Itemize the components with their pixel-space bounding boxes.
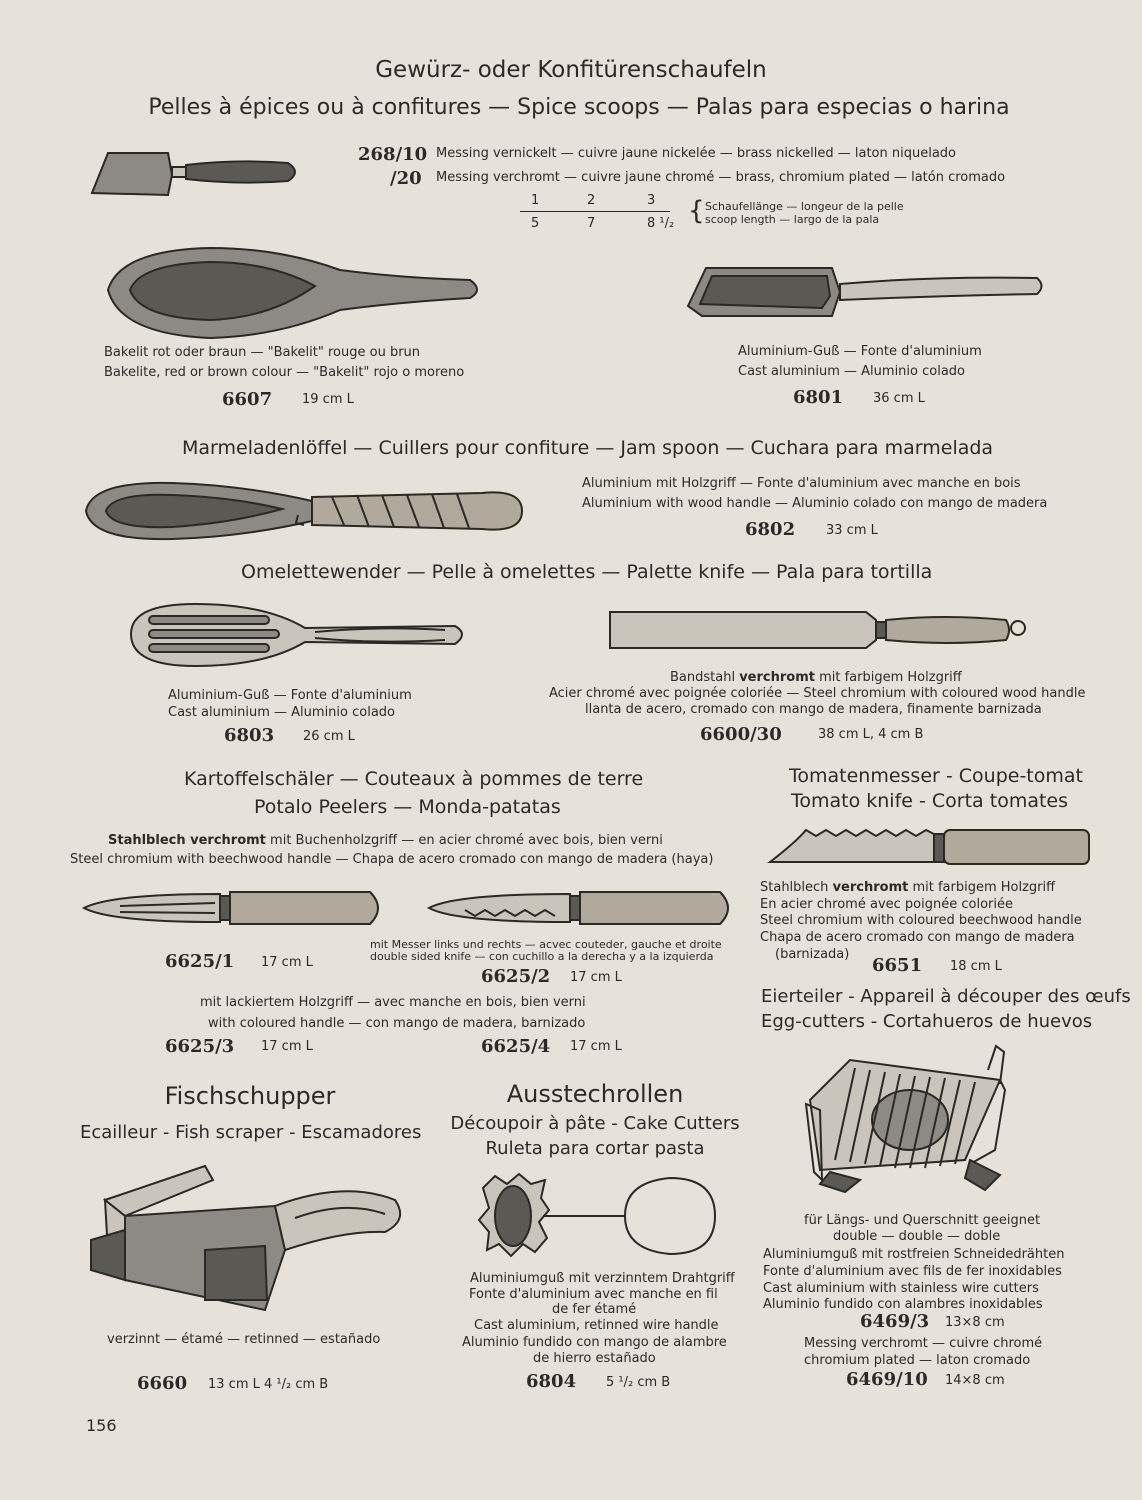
- cake-cutter-illustration: [475, 1168, 725, 1268]
- tomato-desc-1: Stahlblech verchromt mit farbigem Holzgriff: [760, 880, 1056, 895]
- cutters-desc-6: de hierro estañado: [533, 1351, 656, 1366]
- egg-desc-1: für Längs- und Querschnitt geeignet: [804, 1213, 1041, 1228]
- tomato-knife-illustration: [766, 824, 1096, 870]
- product-desc-268-20: Messing verchromt — cuivre jaune chromé — brass, chromium plated — latón cromado: [436, 170, 1006, 185]
- alu-scoop-desc-2: Cast aluminium — Aluminio colado: [738, 364, 965, 379]
- egg-desc-2: double — double — doble: [833, 1229, 1001, 1244]
- product-dim-6469-10: 14×8 cm: [945, 1373, 1005, 1388]
- product-dim-6801: 36 cm L: [873, 391, 925, 406]
- cutters-subtitle-1: Découpoir à pâte - Cake Cutters: [450, 1113, 740, 1134]
- product-code-6801: 6801: [793, 387, 844, 408]
- product-desc-268-10: Messing vernickelt — cuivre jaune nickelée — brass nickelled — laton niquelado: [436, 146, 957, 161]
- product-code-6802: 6802: [745, 519, 796, 540]
- peelers-title-2: Potalo Peelers — Monda-patatas: [254, 796, 561, 818]
- fish-title: Fischschupper: [164, 1082, 336, 1110]
- cutters-desc-3: de fer étamé: [552, 1302, 637, 1317]
- product-code-268-10: 268/10: [358, 144, 428, 165]
- omelette-left-desc-1: Aluminium-Guß — Fonte d'aluminium: [168, 688, 412, 703]
- fish-subtitle: Ecailleur - Fish scraper - Escamadores: [80, 1122, 422, 1143]
- size-label-1: Schaufellänge — longeur de la pelle: [705, 200, 904, 213]
- tomato-desc-3: Steel chromium with coloured beechwood handle: [760, 913, 1082, 928]
- product-code-6607: 6607: [222, 389, 273, 410]
- egg-desc-8: chromium plated — laton cromado: [804, 1353, 1031, 1368]
- jam-spoon-title: Marmeladenlöffel — Cuillers pour confiture — Jam spoon — Cuchara para marmelada: [182, 437, 994, 459]
- cutters-subtitle-2: Ruleta para cortar pasta: [485, 1138, 705, 1159]
- peeler-handle-note-1: mit lackiertem Holzgriff — avec manche en bois, bien verni: [200, 995, 586, 1010]
- tomato-desc-4: Chapa de acero cromado con mango de madera: [760, 930, 1075, 945]
- jam-spoon-illustration: [82, 475, 527, 550]
- product-dim-6469-3: 13×8 cm: [945, 1315, 1005, 1330]
- product-dim-6803: 26 cm L: [303, 729, 355, 744]
- size-label-2: scoop length — largo de la pala: [705, 213, 880, 226]
- product-code-6625-1: 6625/1: [165, 951, 235, 972]
- cutters-desc-1: Aluminiumguß mit verzinntem Drahtgriff: [470, 1271, 735, 1286]
- product-code-6651: 6651: [872, 955, 923, 976]
- size-top-3: 3: [647, 193, 656, 208]
- egg-desc-7: Messing verchromt — cuivre chromé: [804, 1336, 1043, 1351]
- product-code-6625-2: 6625/2: [481, 966, 551, 987]
- product-dim-6660: 13 cm L 4 ¹/₂ cm B: [208, 1377, 329, 1392]
- palette-desc-1: Bandstahl verchromt mit farbigem Holzgriff: [670, 670, 962, 685]
- size-divider: [520, 211, 670, 212]
- egg-title-2: Egg-cutters - Cortahueros de huevos: [761, 1011, 1093, 1032]
- product-code-6803: 6803: [224, 725, 275, 746]
- aluminium-scoop-illustration: [682, 262, 1047, 322]
- tomato-desc-2: En acier chromé avec poignée coloriée: [760, 897, 1013, 912]
- product-code-268-20: /20: [390, 168, 422, 189]
- size-top-1: 1: [531, 193, 540, 208]
- cutters-desc-2: Fonte d'aluminium avec manche en fil: [469, 1287, 718, 1302]
- product-dim-6600-30: 38 cm L, 4 cm B: [818, 727, 924, 742]
- bakelit-desc-2: Bakelite, red or brown colour — "Bakelit" rojo o moreno: [104, 365, 465, 380]
- product-dim-6802: 33 cm L: [826, 523, 878, 538]
- product-code-6600-30: 6600/30: [700, 724, 782, 745]
- product-code-6625-3: 6625/3: [165, 1036, 235, 1057]
- fish-scraper-illustration: [85, 1160, 415, 1320]
- omelette-turner-illustration: [125, 598, 470, 673]
- cutters-desc-4: Cast aluminium, retinned wire handle: [474, 1318, 719, 1333]
- jam-desc-1: Aluminium mit Holzgriff — Fonte d'aluminium avec manche en bois: [582, 476, 1021, 491]
- peelers-desc-2: Steel chromium with beechwood handle — Chapa de acero cromado con mango de madera (haya): [70, 852, 714, 867]
- size-bottom-1: 5: [531, 216, 540, 231]
- size-brace: {: [688, 196, 705, 226]
- product-dim-6625-2: 17 cm L: [570, 970, 622, 985]
- page-title: Gewürz- oder Konfitürenschaufeln: [375, 57, 767, 83]
- product-dim-6607: 19 cm L: [302, 392, 354, 407]
- palette-desc-3: llanta de acero, cromado con mango de madera, finamente barnizada: [585, 702, 1042, 717]
- cutters-desc-5: Aluminio fundido con mango de alambre: [462, 1335, 727, 1350]
- egg-title-1: Eierteiler - Appareil à découper des œufs: [761, 986, 1131, 1007]
- peeler-knife-note-1: mit Messer links und rechts — acvec couteder, gauche et droite: [370, 938, 722, 951]
- product-code-6625-4: 6625/4: [481, 1036, 551, 1057]
- product-code-6469-3: 6469/3: [860, 1311, 930, 1332]
- product-dim-6651: 18 cm L: [950, 959, 1002, 974]
- size-top-2: 2: [587, 193, 596, 208]
- palette-desc-2: Acier chromé avec poignée coloriée — Steel chromium with coloured wood handle: [549, 686, 1086, 701]
- egg-desc-5: Cast aluminium with stainless wire cutters: [763, 1281, 1039, 1296]
- omelette-left-desc-2: Cast aluminium — Aluminio colado: [168, 705, 395, 720]
- peelers-title-1: Kartoffelschäler — Couteaux à pommes de terre: [184, 768, 644, 790]
- peeler-1-illustration: [80, 886, 390, 930]
- page-number: 156: [86, 1416, 117, 1435]
- product-dim-6625-1: 17 cm L: [261, 955, 313, 970]
- peelers-desc-1: Stahlblech verchromt mit Buchenholzgriff — en acier chromé avec bois, bien verni: [108, 833, 663, 848]
- product-dim-6804: 5 ¹/₂ cm B: [606, 1375, 671, 1390]
- egg-desc-4: Fonte d'aluminium avec fils de fer inoxidables: [763, 1264, 1062, 1279]
- peeler-2-illustration: [425, 886, 740, 930]
- page-subtitle: Pelles à épices ou à confitures — Spice scoops — Palas para especias o harina: [148, 95, 1010, 120]
- size-bottom-3: 8 ¹/₂: [647, 216, 675, 231]
- product-dim-6625-4: 17 cm L: [570, 1039, 622, 1054]
- size-bottom-2: 7: [587, 216, 596, 231]
- egg-desc-3: Aluminiumguß mit rostfreien Schneidedrähten: [763, 1247, 1065, 1262]
- spice-scoop-illustration: [88, 145, 308, 205]
- omelette-title: Omelettewender — Pelle à omelettes — Palette knife — Pala para tortilla: [241, 561, 933, 583]
- palette-knife-illustration: [606, 606, 1031, 654]
- jam-desc-2: Aluminium with wood handle — Aluminio colado con mango de madera: [582, 496, 1048, 511]
- bakelit-desc-1: Bakelit rot oder braun — "Bakelit" rouge ou brun: [104, 345, 421, 360]
- alu-scoop-desc-1: Aluminium-Guß — Fonte d'aluminium: [738, 344, 982, 359]
- tomato-title-2: Tomato knife - Corta tomates: [791, 790, 1069, 812]
- peeler-knife-note-2: double sided knife — con cuchillo a la derecha y a la izquierda: [370, 950, 714, 963]
- tomato-desc-5: (barnizada): [775, 947, 850, 962]
- egg-desc-6: Aluminio fundido con alambres inoxidables: [763, 1297, 1043, 1312]
- peeler-handle-note-2: with coloured handle — con mango de madera, barnizado: [208, 1016, 586, 1031]
- product-dim-6625-3: 17 cm L: [261, 1039, 313, 1054]
- bakelit-scoop-illustration: [100, 240, 485, 345]
- product-code-6660: 6660: [137, 1373, 188, 1394]
- egg-cutter-illustration: [800, 1040, 1015, 1200]
- product-code-6469-10: 6469/10: [846, 1369, 928, 1390]
- fish-desc: verzinnt — étamé — retinned — estañado: [107, 1332, 381, 1347]
- product-code-6804: 6804: [526, 1371, 577, 1392]
- tomato-title-1: Tomatenmesser - Coupe-tomat: [789, 765, 1083, 787]
- cutters-title: Ausstechrollen: [506, 1080, 684, 1108]
